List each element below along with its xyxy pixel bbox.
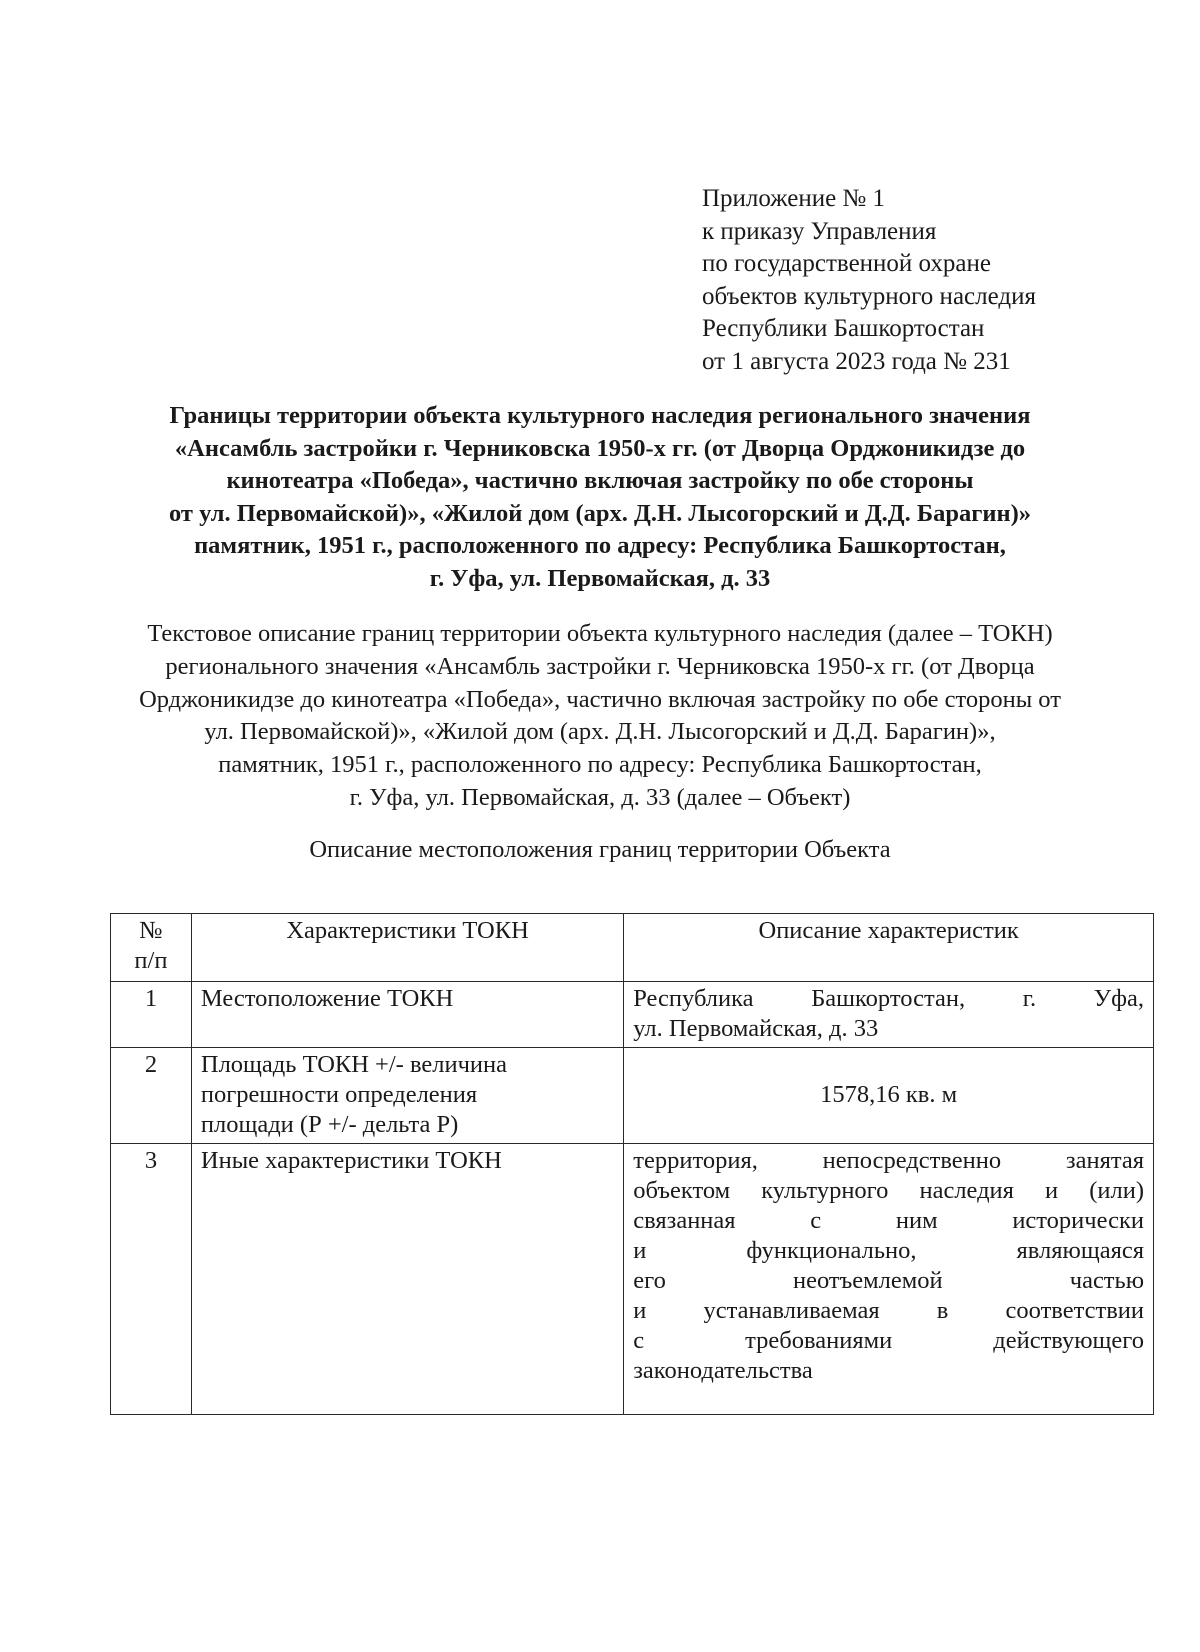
description-text-line: Республика Башкортостан, г. Уфа, <box>633 985 1144 1012</box>
document-title <box>60 400 1140 595</box>
title-line: Границы территории объекта культурного наследия регионального значения <box>169 402 1031 429</box>
text-description <box>60 618 1140 815</box>
description-text-line: и функционально, являющаяся <box>633 1237 1144 1264</box>
title-line: от ул. Первомайской)», «Жилой дом (арх. Д.Н. Лысогорский и Д.Д. Барагин)» <box>168 499 1031 527</box>
table-row <box>111 1048 1154 1144</box>
row-characteristic <box>191 1048 623 1144</box>
description-text-line: его неотъемлемой частью <box>633 1267 1144 1294</box>
header-description: Описание характеристик <box>624 914 1154 982</box>
row-description: 1578,16 кв. м <box>624 1048 1154 1144</box>
title-line: г. Уфа, ул. Первомайская, д. 33 <box>429 564 771 592</box>
appendix-line: Республики Башкортостан <box>702 315 985 342</box>
characteristic-text-line: площади (Р +/- дельта Р) <box>200 1111 459 1138</box>
description-text-line: территория, непосредственно занятая <box>633 1147 1144 1174</box>
appendix-line: к приказу Управления <box>702 217 937 245</box>
title-line: кинотеатра «Победа», частично включая застройку по обе стороны <box>226 467 974 494</box>
description-line: регионального значения «Ансамбль застройки г. Черниковска 1950-х гг. (от Дворца <box>165 652 1035 680</box>
description-text-line: и устанавливаемая в соответствии <box>633 1297 1144 1324</box>
description-line: Текстовое описание границ территории объекта культурного наследия (далее – ТОКН) <box>147 620 1053 647</box>
description-line: Орджоникидзе до кинотеатра «Победа», частично включая застройку по обе стороны от <box>139 685 1061 713</box>
appendix-line: от 1 августа 2023 года № 231 <box>702 347 1011 375</box>
title-line: памятник, 1951 г., расположенного по адресу: Республика Башкортостан, <box>194 532 1006 559</box>
description-line: памятник, 1951 г., расположенного по адресу: Республика Башкортостан, <box>218 751 982 779</box>
row-description <box>624 1144 1154 1415</box>
appendix-line: по государственной охране <box>702 250 992 277</box>
characteristics-table <box>110 913 1154 1415</box>
characteristic-text-line: Площадь ТОКН +/- величина <box>200 1051 508 1078</box>
description-line: ул. Первомайской)», «Жилой дом (арх. Д.Н. Лысогорский и Д.Д. Барагин)», <box>204 718 996 746</box>
description-text-line: связанная с ним исторически <box>633 1207 1144 1234</box>
description-text-line: объектом культурного наследия и (или) <box>633 1177 1144 1204</box>
table-header-row <box>111 914 1154 982</box>
characteristic-text-line: погрешности определения <box>200 1081 478 1108</box>
table-row <box>111 1144 1154 1415</box>
title-line: «Ансамбль застройки г. Черниковска 1950-х гг. (от Дворца Орджоникидзе до <box>174 434 1026 462</box>
header-number-abbr: п/п <box>134 947 168 974</box>
section-subheading: Описание местоположения границ территории Объекта <box>309 836 891 863</box>
header-characteristics: Характеристики ТОКН <box>191 914 623 982</box>
description-text-line: с требованиями действующего <box>633 1327 1144 1354</box>
description-text-line: ул. Первомайская, д. 33 <box>633 1015 879 1042</box>
row-description <box>624 982 1154 1048</box>
appendix-line: объектов культурного наследия <box>702 282 1036 310</box>
header-number-symbol: № <box>139 917 163 944</box>
appendix-line: Приложение № 1 <box>702 185 886 212</box>
row-number: 1 <box>111 982 192 1048</box>
row-number: 2 <box>111 1048 192 1144</box>
appendix-block <box>702 183 1142 378</box>
row-characteristic: Местоположение ТОКН <box>191 982 623 1048</box>
row-number: 3 <box>111 1144 192 1415</box>
description-text-line: законодательства <box>633 1357 813 1384</box>
description-line: г. Уфа, ул. Первомайская, д. 33 (далее – Объект) <box>349 783 851 811</box>
table-row <box>111 982 1154 1048</box>
row-characteristic: Иные характеристики ТОКН <box>191 1144 623 1415</box>
header-number <box>111 914 192 982</box>
